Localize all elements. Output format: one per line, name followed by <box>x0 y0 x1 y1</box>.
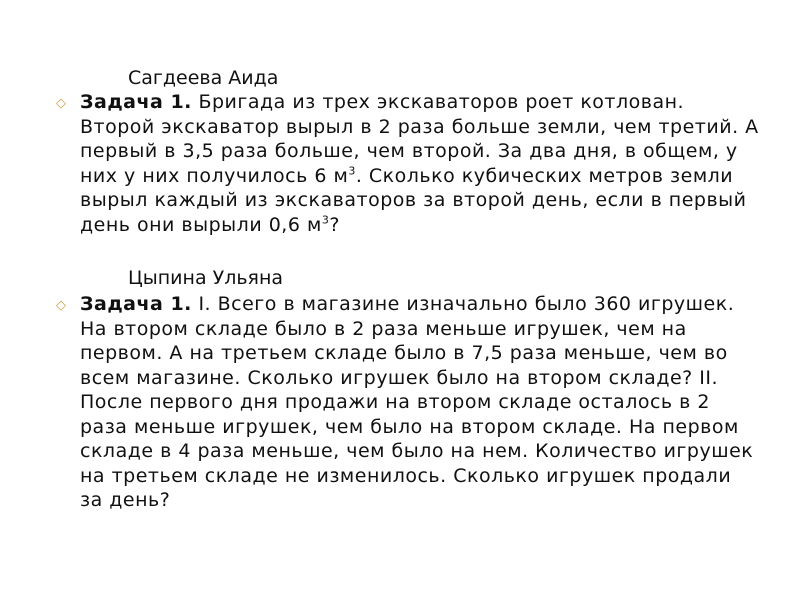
author-name: Цыпина Ульяна <box>128 267 284 289</box>
task-paragraph <box>80 90 760 237</box>
task-text: Бригада из трех экскаваторов роет котлован. Второй экскаватор вырыл в 2 раза больше земли, чем третий. А первый в 3,5 раза больше, чем второй. За два дня, в общем, у них у них получилось 6 м <box>80 91 759 187</box>
task-text: . Сколько кубических метров земли вырыл каждый из экскаваторов за второй день, если в первый день они вырыли 0,6 м <box>80 164 747 236</box>
task-label: Задача 1. <box>80 91 192 113</box>
bullet-diamond-icon: ◇ <box>56 96 66 111</box>
task-text: ? <box>329 213 340 236</box>
task-text: I. Всего в магазине изначально было 360 игрушек. На втором складе было в 2 раза меньше игрушек, чем на первом. А на третьем складе было в 7,5 раза меньше, чем во всем магазине. Сколько игрушек было на втором складе? II. После первого дня продажи на втором складе осталось в 2 раза меньше игрушек, чем было на втором складе. На первом складе в 4 раза меньше, чем было на нем. Количество игрушек на третьем складе не изменилось. Сколько игрушек продали за день? <box>80 293 754 511</box>
task-label: Задача 1. <box>80 293 192 315</box>
superscript: 3 <box>321 213 330 227</box>
author-name: Сагдеева Аида <box>128 67 279 89</box>
task-paragraph <box>80 292 760 513</box>
bullet-diamond-icon: ◇ <box>56 298 66 313</box>
superscript: 3 <box>348 164 356 178</box>
